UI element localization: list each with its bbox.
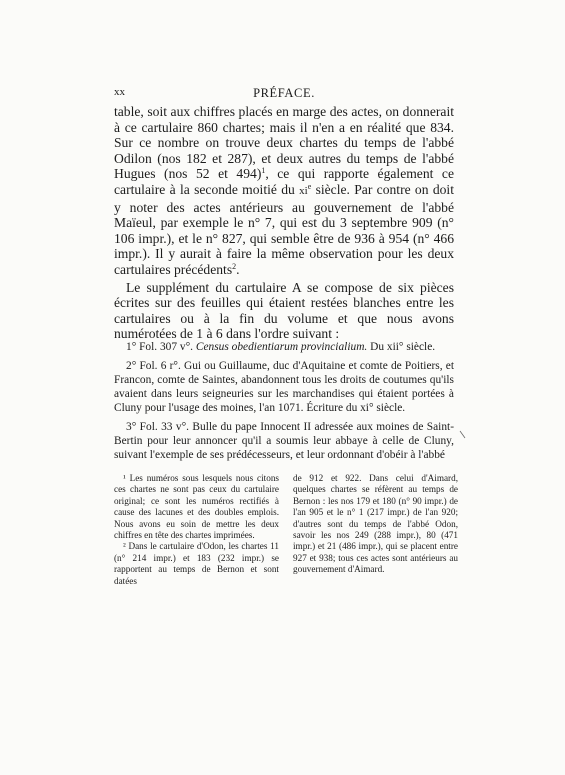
paragraph-1-text: table, soit aux chiffres placés en marge des actes, on donnerait à ce cartulaire 860 chartes; mais il n'en a en réalité que 834. Sur ce nombre on trouve deux chartes du temps de l'abbé Odilon (nos 182 et 287), et deux autres du temps de l'abbé Hugues (nos 52 et 494) [114,104,454,182]
century-numeral: xi [299,184,308,197]
footnote-ref-2: 2 [232,261,237,271]
list-item: 2° Fol. 6 r°. Gui ou Guillaume, duc d'Aquitaine et comte de Poitiers, et Francon, comte de Saintes, abandonnent tous les droits de coutumes qu'ils avaient dans leurs seigneuries sur les marchandises qui étaient portées à Cluny pour l'usage des moines, l'an 1071. Écriture du xi° siècle. [114,360,454,414]
paragraph-1 [114,104,454,278]
supplement-list [114,340,454,462]
footnotes [114,473,458,587]
footnote-ref-1: 1 [261,166,266,176]
paragraph-1-text-2: , ce qui rapporte également ce cartulaire à la seconde moitié du [114,166,454,197]
footnote-column-left [114,473,279,587]
list-item [114,340,454,354]
paragraph-1-text-3: siècle. Par contre on doit y noter des actes antérieurs au gouvernement de l'abbé Maïeul, par exemple le n° 7, qui est du 3 septembre 909 (n° 106 impr.), et le n° 827, qui semble être de 936 à 954 (n° 466 impr.). Il y aurait à faire la même observation pour les deux cartulaires précédents [114,181,454,277]
footnote-column-right [293,473,458,587]
page-number: xx [114,86,125,98]
main-text [114,104,454,342]
footnote-2: ² Dans le cartulaire d'Odon, les chartes 11 (n° 214 impr.) et 183 (232 impr.) se rapportent au temps de Bernon et sont datées [114,541,279,586]
paragraph-2: Le supplément du cartulaire A se compose de six pièces écrites sur des feuilles qui étaient restées blanches entre les cartulaires ou à la fin du volume et que nous avons numérotées de 1 à 6 dans l'ordre suivant : [114,279,454,342]
paragraph-1-end: . [236,261,240,277]
footnote-1: ¹ Les numéros sous lesquels nous citons ces chartes ne sont pas ceux du cartulaire original; ce sont les numéros rectifiés à cause des lacunes et des doubles emplois. Nous avons eu soin de mettre les deux chiffres en tête des chartes imprimées. [114,473,279,541]
item-1-title: Census obedientiarum provincialium. [195,341,368,353]
item-1-date: Du xii° siècle. [370,341,436,353]
margin-pen-mark [459,430,467,440]
list-item: 3° Fol. 33 v°. Bulle du pape Innocent II adressée aux moines de Saint-Bertin pour leur annoncer qu'il a soumis leur abbaye à celle de Cluny, suivant l'exemple de ses prédécesseurs, et leur ordonnant d'obéir à l'abbé [114,421,454,461]
century-suffix: e [307,181,312,191]
page-header [114,86,454,100]
item-1-ref: 1° Fol. 307 v°. [126,341,194,353]
running-title: PRÉFACE. [253,86,315,100]
footnote-2-continued: de 912 et 922. Dans celui d'Aimard, quelques chartes se réfèrent au temps de Bernon : les nos 179 et 180 (n° 90 impr.) de l'an 905 et le n° 1 (217 impr.) de l'an 920; d'autres sont du temps de l'abbé Odon, savoir les nos 249 (288 impr.), 80 (471 impr.) et 21 (486 impr.), qui se placent entre 927 et 938; tous ces actes sont antérieurs au gouvernement d'Aimard. [293,473,458,575]
